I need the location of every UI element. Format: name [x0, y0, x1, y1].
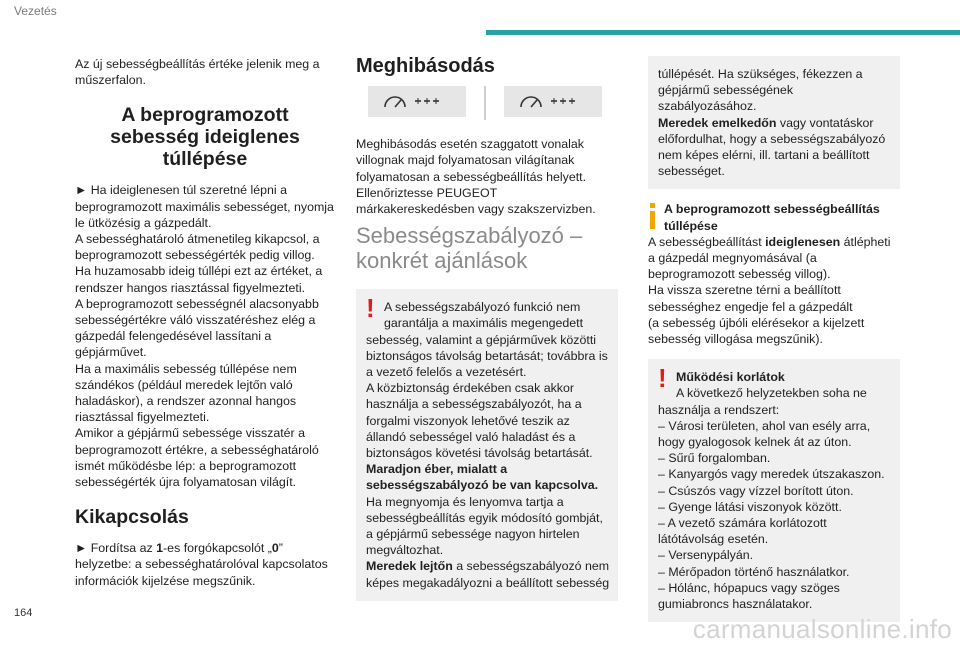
limits-item: – Mérőpadon történő használatkor. — [658, 564, 850, 579]
warning-exclamation-icon: ! — [366, 293, 375, 324]
exceed-para-6: Amikor a gépjármű sebessége visszatér a beprogramozott értékre, a sebességhatároló ismét működésbe lép: a beprogramozott sebességérték újra folyamatosan világít. — [75, 426, 319, 490]
exceed-para-4: A beprogramozott sebességnél alacsonyabb sebességértékre váló visszatéréshez elég a gázpedál felengedésével lassítani a gépjárművet. — [75, 296, 319, 360]
exceed-para-3: Ha huzamosabb ideig túllépi ezt az értéket, a rendszer hangos riasztással figyelmezteti. — [75, 264, 323, 295]
speedometer-dashes-icon — [368, 86, 466, 117]
switch-off-paragraph: ► Fordítsa az 1-es forgókapcsolót „0” helyzetbe: a sebességhatárolóval kapcsolatos információk kijelzése megszűnik. — [75, 541, 328, 588]
limits-title: Működési korlátok — [676, 370, 785, 385]
column-1 — [75, 56, 335, 589]
info-paragraph: A sebességbeállítást ideiglenesen átlépheti a gázpedál megnyomásával (a beprogramozott sebesség villog). — [648, 234, 891, 282]
limits-item: – Versenypályán. — [658, 548, 754, 563]
header-accent-bar — [486, 30, 960, 35]
column-3 — [648, 56, 900, 634]
page-number: 164 — [14, 607, 33, 619]
warning-line-1: A sebességszabályozó funkció nem garantálja a maximális megengedett sebesség, valamint a gépjárművek közötti biztonságos távolság betartását; továbbra is a vezető felelős a vezetésért. — [366, 300, 608, 380]
exceed-para-5: Ha a maximális sebesség túllépése nem szándékos (például meredek lejtőn való haladáskor), a rendszer azonnal hangos riasztással figyelmezteti. — [75, 361, 297, 425]
warning-note-continued — [648, 56, 900, 189]
exceed-para-2: A sebességhatároló átmenetileg kikapcsol, a beprogramozott sebességérték pedig villog. — [75, 232, 320, 263]
warning-line-2: A közbiztonság érdekében csak akkor használja a sebességszabályozót, ha a forgalmi viszonyok lehetővé teszik az állandó sebességel való haladást és a biztonságos követési távolság betartását. — [366, 381, 593, 461]
info-title: A beprogramozott sebességbeállítás túllépése — [664, 202, 880, 233]
limits-intro: A következő helyzetekben soha ne használja a rendszert: — [658, 386, 867, 417]
info-line-1: Ha vissza szeretne térni a beállított sebességhez engedje fel a gázpedált — [648, 283, 853, 314]
warning-exclamation-icon: ! — [658, 363, 667, 394]
limits-item: – Városi területen, ahol van esély arra, hogy gyalogosok kelnek át az úton. — [658, 418, 871, 450]
heading-fault: Meghibásodás — [356, 55, 495, 77]
warning-line-4: Meredek lejtőn a sebességszabályozó nem képes megakadályozni a beállított sebesség — [366, 559, 610, 590]
heading-temporary-exceed: A beprogramozott sebesség ideiglenes túllépése — [110, 104, 300, 171]
heading-switch-off: Kikapcsolás — [75, 506, 189, 529]
limits-item: – A vezető számára korlátozott látótávolság esetén. — [658, 516, 827, 547]
continued-text-2: Meredek emelkedőn vagy vontatáskor előfordulhat, hogy a sebességszabályozó nem képes elérni, ill. tartani a beállított sebességet. — [658, 115, 886, 179]
warning-bold: Maradjon éber, mialatt a sebességszabályozó be van kapcsolva. — [366, 462, 599, 493]
info-note — [648, 201, 900, 347]
warning-note — [356, 289, 618, 601]
intro-paragraph: Az új sebességbeállítás értéke jelenik meg a műszerfalon. — [75, 57, 320, 88]
exceed-para-1: ► Ha ideiglenesen túl szeretné lépni a beprogramozott maximális sebességet, nyomja le ütközésig a gázpedált. — [75, 183, 334, 230]
info-line-2: (a sebesség újbóli elérésekor a kijelzett sebesség villogása megszűnik). — [648, 315, 865, 347]
watermark: carmanualsonline.info — [692, 614, 952, 644]
section-title: Vezetés — [14, 4, 57, 18]
column-2 — [356, 56, 618, 613]
fault-paragraph: Meghibásodás esetén szaggatott vonalak villognak majd folyamatosan világítanak folyamatosan a sebességbeállítás helyett. Ellenőriztesse PEUGEOT márkakereskedésben vagy szakszervizben. — [356, 137, 596, 217]
limits-note — [648, 359, 900, 622]
fault-icons — [368, 86, 618, 120]
limits-item: – Gyenge látási viszonyok között. — [658, 499, 842, 514]
heading-cruise-advice: Sebességszabályozó – konkrét ajánlások — [356, 223, 583, 274]
icon-divider — [484, 86, 486, 120]
continued-text: túllépését. Ha szükséges, fékezzen a gépjármű sebességének szabályozásához. — [658, 67, 863, 114]
limits-item: – Sűrű forgalomban. — [658, 451, 771, 466]
warning-line-3: Ha megnyomja és lenyomva tartja a sebességbeállítás egyik módosító gombját, a gépjármű sebessége nagyon hirtelen megváltozhat. — [366, 494, 603, 558]
speedometer-dashes-icon — [504, 86, 602, 117]
limits-item: – Hólánc, hópapucs vagy szöges gumiabroncs használatakor. — [658, 580, 840, 612]
limits-item: – Kanyargós vagy meredek útszakaszon. — [658, 467, 885, 482]
info-icon — [650, 203, 656, 229]
limits-item: – Csúszós vagy vízzel borított úton. — [658, 483, 854, 498]
